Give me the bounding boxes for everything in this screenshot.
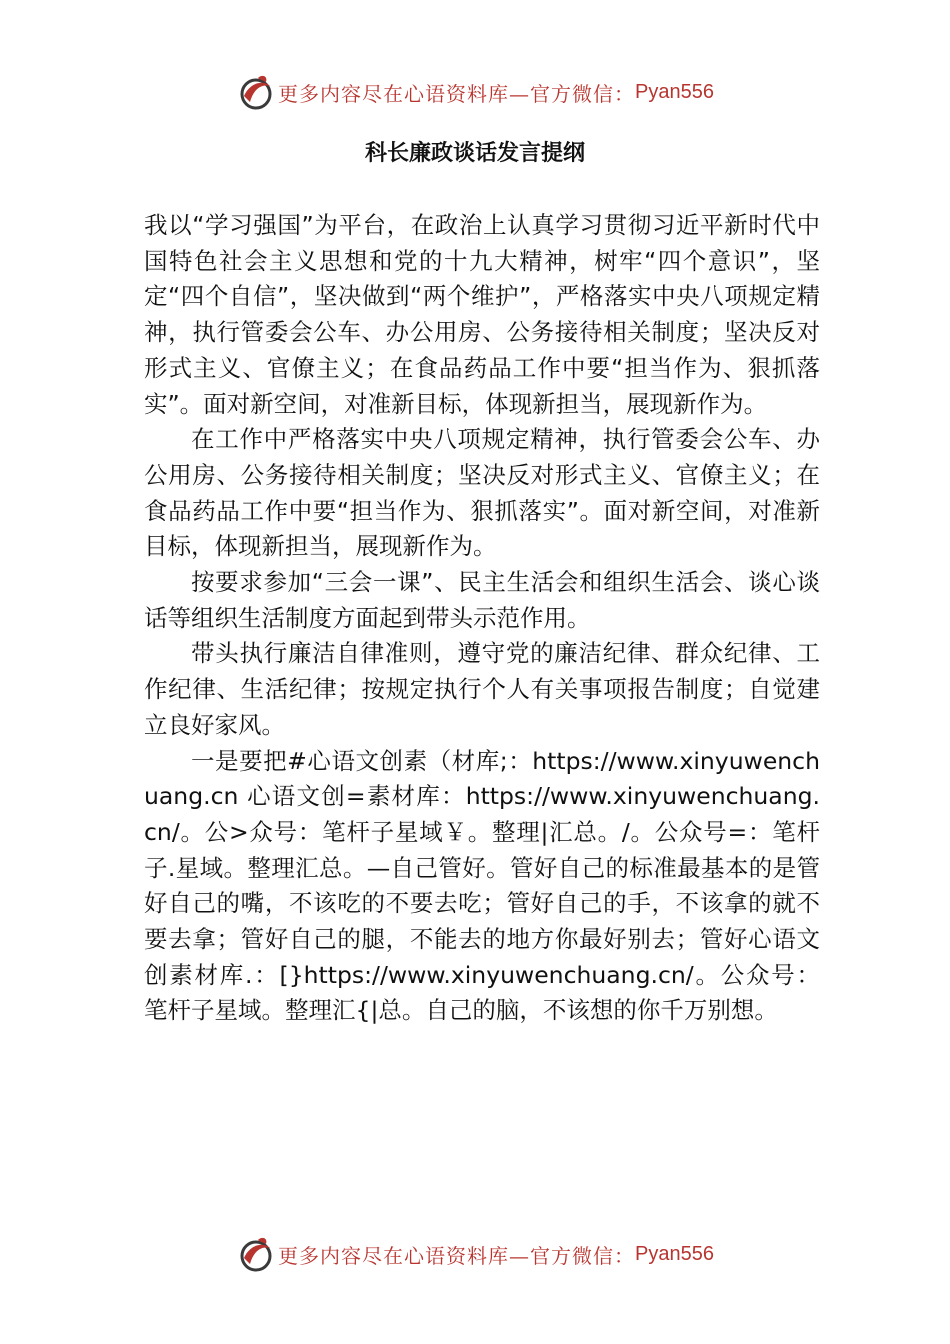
banner-text: 更多内容尽在心语资料库—官方微信： bbox=[278, 1243, 636, 1268]
paragraph: 带头执行廉洁自律准则，遵守党的廉洁纪律、群众纪律、工作纪律、生活纪律；按规定执行个人有关事项报告制度；自觉建立良好家风。 bbox=[144, 639, 820, 739]
paragraph: 一是要把#心语文创素（材库;：https://www.xinyuwenchuang.cn 心语文创=素材库：https://www.xinyuwenchuang.cn/。公>众号：笔杆子星域￥。整理|汇总。/。公众号=：笔杆子.星域。整理汇总。—自己管好。管好自己的标准最基本的是管好自己的嘴，不该吃的不要去吃；管好自己的手，不该拿的就不要去拿；管好自己的腿，不能去的地方你最好别去；管好心语文创素材库.：[}https://www.xinyuwenchuang.cn/。公众号：笔杆子星域。整理汇{|总。自己的脑，不该想的你千万别想。 bbox=[144, 746, 820, 1025]
banner-wechat-id: Pyan556 bbox=[635, 1242, 714, 1265]
footer-banner bbox=[0, 1232, 950, 1276]
header-banner bbox=[0, 70, 950, 114]
logo-icon bbox=[236, 1234, 276, 1274]
paragraph: 按要求参加“三会一课”、民主生活会和组织生活会、谈心谈话等组织生活制度方面起到带头示范作用。 bbox=[144, 568, 820, 632]
logo-icon bbox=[236, 72, 276, 112]
paragraph: 我以“学习强国”为平台，在政治上认真学习贯彻习近平新时代中国特色社会主义思想和党的十九大精神，树牢“四个意识”，坚定“四个自信”，坚决做到“两个维护”，严格落实中央八项规定精神，执行管委会公车、办公用房、公务接待相关制度；坚决反对形式主义、官僚主义；在食品药品工作中要“担当作为、狠抓落实”。面对新空间，对准新目标，体现新担当，展现新作为。 bbox=[144, 211, 820, 418]
document-body bbox=[144, 208, 820, 1029]
banner-wechat-id: Pyan556 bbox=[635, 80, 714, 103]
banner-text: 更多内容尽在心语资料库—官方微信： bbox=[278, 81, 636, 106]
paragraph: 在工作中严格落实中央八项规定精神，执行管委会公车、办公用房、公务接待相关制度；坚决反对形式主义、官僚主义；在食品药品工作中要“担当作为、狠抓落实”。面对新空间，对准新目标，体现新担当，展现新作为。 bbox=[144, 425, 820, 561]
document-title: 科长廉政谈话发言提纲 bbox=[364, 141, 585, 166]
